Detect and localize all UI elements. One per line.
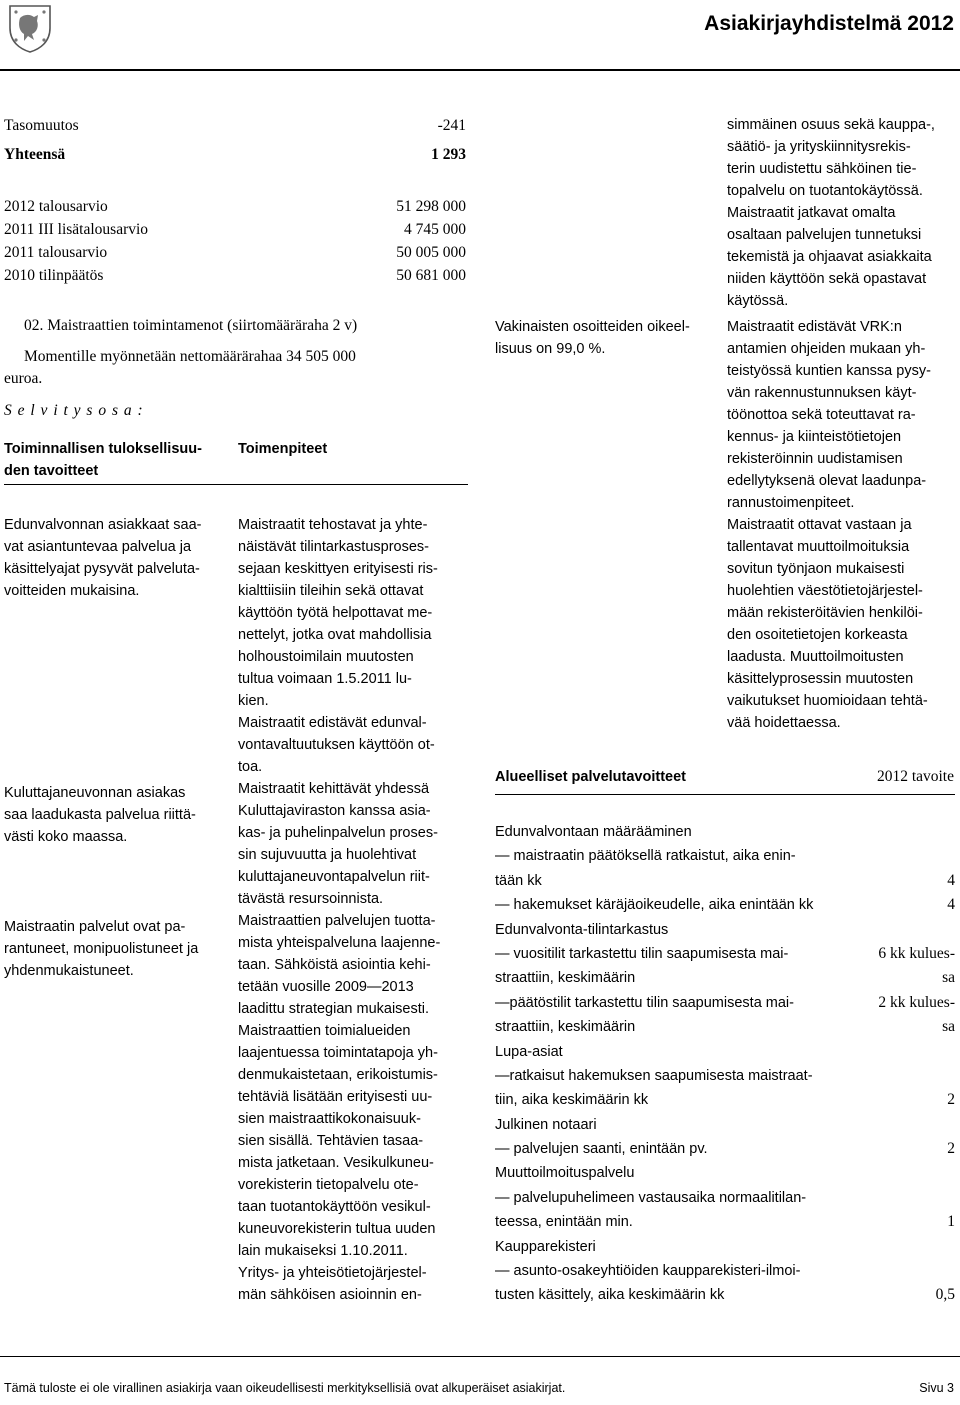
text-line: voitteiden mukaisina. — [4, 583, 140, 599]
budget-row — [4, 115, 466, 137]
text-line: topalvelu on tuotantokäytössä. — [727, 183, 923, 199]
budget-year-row — [4, 242, 466, 264]
regional-target-header: 2012 tavoite — [876, 768, 954, 785]
text-line: säätiö- ja yrityskiinnitysrekis- — [727, 139, 911, 155]
text-line: laajentuessa toimintatapoja yh- — [238, 1045, 438, 1061]
footer-page-number: Sivu 3 — [919, 1381, 954, 1395]
text-line: vaikutukset huomioidaan tehtä- — [727, 693, 928, 709]
regional-item-text: straattiin, keskimäärin — [495, 1019, 636, 1036]
text-line: holhoustoimilain muutosten — [238, 649, 414, 665]
text-line: tekemistä ja ohjaavat asiakkaita — [727, 249, 932, 265]
text-line: kuneuvorekisterin tultua uuden — [238, 1221, 436, 1237]
text-line: vää hoidettaessa. — [727, 715, 841, 731]
text-line: Vakinaisten osoitteiden oikeel- — [495, 319, 690, 335]
budget-year-row-label: 2011 talousarvio — [4, 244, 108, 261]
text-line: Kuluttajaviraston kanssa asia- — [238, 803, 431, 819]
regional-category — [495, 1113, 955, 1137]
text-line: denmukaistetaan, erikoistumis- — [238, 1067, 438, 1083]
regional-item-text: —päätöstilit tarkastettu tilin saapumisesta mai- — [495, 994, 794, 1011]
appropriation-line: euroa. — [4, 370, 43, 387]
text-line: kien. — [238, 693, 269, 709]
regional-item-value: sa — [942, 969, 955, 987]
text-line: sien maistraattikokonaisuuk- — [238, 1111, 421, 1127]
header-rule — [0, 69, 960, 71]
text-line: vontavaltuutuksen käyttöön ot- — [238, 737, 435, 753]
text-line: teistyössä kuntien kanssa pysy- — [727, 363, 931, 379]
regional-item-text: tusten käsittely, aika keskimäärin kk — [495, 1287, 725, 1304]
text-line: rekisteröinnin uudistamisen — [727, 451, 903, 467]
regional-category — [495, 1161, 955, 1185]
budget-year-row-value: 50 005 000 — [396, 244, 466, 261]
goal-text — [4, 514, 202, 602]
regional-item-text: teessa, enintään min. — [495, 1214, 633, 1231]
regional-header: Alueelliset palvelutavoitteet — [495, 769, 686, 785]
text-line: rannustoimenpiteet. — [727, 495, 855, 511]
text-line: sien sisällä. Tehtävien tasaa- — [238, 1133, 424, 1149]
regional-item — [495, 1015, 955, 1039]
text-line: Maistraatit edistävät VRK:n — [727, 319, 902, 335]
text-line: taan. Sähköistä asiointia kehi- — [238, 957, 431, 973]
budget-year-row — [4, 265, 466, 287]
budget-row-label: Yhteensä — [4, 146, 66, 163]
budget-year-row-value: 51 298 000 — [396, 198, 466, 215]
regional-item-text: — hakemukset käräjäoikeudelle, aika enintään kk — [495, 897, 814, 914]
regional-item-text: straattiin, keskimäärin — [495, 970, 636, 987]
measures-text — [727, 316, 931, 734]
header-goals-line: Toiminnallisen tuloksellisuu- — [4, 441, 202, 457]
regional-item-value: 4 — [947, 871, 955, 889]
text-line: rantuneet, monipuolistuneet ja — [4, 941, 199, 957]
text-line: nettelyt, jotka ovat mahdollisia — [238, 627, 432, 643]
text-line: laadittu strategian mukaisesti. — [238, 1001, 430, 1017]
text-line: yhdenmukaistuneet. — [4, 963, 134, 979]
coat-of-arms-icon — [4, 2, 56, 54]
budget-year-row-value: 50 681 000 — [396, 267, 466, 284]
regional-category — [495, 918, 955, 942]
regional-item — [495, 991, 955, 1015]
regional-item-text: — maistraatin päätöksellä ratkaistut, aika enin- — [495, 848, 796, 865]
text-line: tallentavat muuttoilmoituksia — [727, 539, 910, 555]
budget-year-row-label: 2010 tilinpäätös — [4, 267, 104, 284]
text-line: mista yhteispalveluna laajenne- — [238, 935, 441, 951]
goal-text — [4, 782, 196, 848]
text-line: käyttöön työtä helpottavat me- — [238, 605, 433, 621]
text-line: lisuus on 99,0 %. — [495, 341, 606, 357]
regional-item-value: 0,5 — [935, 1286, 955, 1304]
text-line: näistävät tilintarkastusproses- — [238, 539, 429, 555]
regional-item — [495, 1064, 955, 1088]
regional-item-value: sa — [942, 1018, 955, 1036]
budget-year-row-label: 2012 talousarvio — [4, 198, 108, 215]
text-line: käsittelyajat pysyvät palveluta- — [4, 561, 200, 577]
text-line: tehtäviä lisätään erityisesti uu- — [238, 1089, 433, 1105]
budget-row-label: Tasomuutos — [4, 117, 79, 134]
footer-disclaimer: Tämä tuloste ei ole virallinen asiakirja vaan oikeudellisesti merkityksellisiä ovat alkuperäiset asiakirjat. — [4, 1381, 566, 1395]
regional-item — [495, 942, 955, 966]
text-line: taan tuotantokäyttöön vesikul- — [238, 1199, 431, 1215]
text-line: Maistraatit edistävät edunval- — [238, 715, 427, 731]
measures-continued — [727, 114, 935, 312]
regional-item — [495, 1137, 955, 1161]
text-line: kialttiisiin tileihin sekä ottavat — [238, 583, 424, 599]
regional-item — [495, 1186, 955, 1210]
regional-item-value: 2 — [947, 1091, 955, 1109]
regional-item-text: tään kk — [495, 872, 542, 889]
budget-row-value: -241 — [437, 117, 466, 134]
regional-item-value: 1 — [947, 1213, 955, 1231]
text-line: käsittelyprosessin muutosten — [727, 671, 914, 687]
text-line: Maistraatit kehittävät yhdessä — [238, 781, 430, 797]
regional-item — [495, 844, 955, 868]
text-line: västi koko maassa. — [4, 829, 128, 845]
regional-item-text: — palvelujen saanti, enintään pv. — [495, 1141, 708, 1158]
text-line: käytössä. — [727, 293, 789, 309]
footer-rule — [0, 1356, 960, 1357]
text-line: osaltaan palvelujen tunnetuksi — [727, 227, 922, 243]
budget-year-row — [4, 196, 466, 218]
text-line: lain mukaiseksi 1.10.2011. — [238, 1243, 408, 1259]
text-line: saa laadukasta palvelua riittä- — [4, 807, 196, 823]
regional-item — [495, 869, 955, 893]
text-line: vän rakennustunnuksen käyt- — [727, 385, 917, 401]
text-line: huolehtien väestötietojärjestel- — [727, 583, 923, 599]
text-line: kas- ja puhelinpalvelun proses- — [238, 825, 438, 841]
text-line: töönottoa sekä toteuttavat ra- — [727, 407, 916, 423]
budget-year-row-value: 4 745 000 — [404, 221, 466, 238]
regional-item — [495, 1210, 955, 1234]
regional-item-text: tiin, aika keskimäärin kk — [495, 1092, 649, 1109]
text-line: tetään vuosille 2009—2013 — [238, 979, 414, 995]
budget-row — [4, 144, 466, 166]
text-line: kennus- ja kiinteistötietojen — [727, 429, 902, 445]
text-line: sejaan keskittyen erityisesti ris- — [238, 561, 438, 577]
text-line: Maistraattien palvelujen tuotta- — [238, 913, 436, 929]
section-label: S e l v i t y s o s a : — [4, 402, 144, 419]
regional-item-text: Lupa-asiat — [495, 1043, 563, 1060]
regional-list — [495, 820, 955, 1308]
text-line: edellytyksenä olevat laadunpa- — [727, 473, 927, 489]
text-line: Edunvalvonnan asiakkaat saa- — [4, 517, 202, 533]
text-line: Maistraatit jatkavat omalta — [727, 205, 896, 221]
regional-item — [495, 893, 955, 917]
text-line: antamien ohjeiden mukaan yh- — [727, 341, 926, 357]
regional-item-text: — asunto-osakeyhtiöiden kaupparekisteri-ilmoi- — [495, 1263, 801, 1280]
appropriation-line: Momentille myönnetään nettomäärärahaa 34 505 000 — [24, 348, 356, 365]
text-line: kuluttajaneuvontapalvelun riit- — [238, 869, 430, 885]
regional-item-value: 4 — [947, 896, 955, 914]
text-line: vat asiantuntevaa palvelua ja — [4, 539, 192, 555]
budget-year-row-label: 2011 III lisätalousarvio — [4, 221, 149, 238]
text-line: Maistraatit tehostavat ja yhte- — [238, 517, 428, 533]
appropriation-text — [4, 346, 474, 390]
regional-item — [495, 966, 955, 990]
regional-category — [495, 820, 955, 844]
regional-item-value: 2 kk kulues- — [878, 993, 955, 1011]
regional-item-value: 2 — [947, 1140, 955, 1158]
budget-year-row — [4, 219, 466, 241]
text-line: Maistraatit ottavat vastaan ja — [727, 517, 912, 533]
text-line: män sähköisen asioinnin en- — [238, 1287, 422, 1303]
regional-item-text: Muuttoilmoituspalvelu — [495, 1165, 635, 1182]
regional-item — [495, 1259, 955, 1283]
text-line: mista jatketaan. Vesikulkuneu- — [238, 1155, 434, 1171]
text-line: tävästä resursoinnista. — [238, 891, 384, 907]
regional-item — [495, 1088, 955, 1112]
regional-item-text: —ratkaisut hakemuksen saapumisesta maistraat- — [495, 1067, 813, 1084]
text-line: mään rekisteröitävien henkilöi- — [727, 605, 923, 621]
text-line: den osoitetietojen korkeasta — [727, 627, 908, 643]
regional-item-text: Kaupparekisteri — [495, 1238, 596, 1255]
text-line: sin sujuvuutta ja huolehtivat — [238, 847, 417, 863]
text-line: sovitun työnjaon mukaisesti — [727, 561, 905, 577]
header-goals-line: den tavoitteet — [4, 463, 99, 479]
text-line: Kuluttajaneuvonnan asiakas — [4, 785, 186, 801]
goal-text — [495, 316, 690, 360]
text-line: niiden käyttöön sekä opastavat — [727, 271, 927, 287]
regional-header-rule — [495, 794, 955, 795]
regional-item-text: Julkinen notaari — [495, 1116, 597, 1133]
regional-item-text: — palvelupuhelimeen vastausaika normaalitilan- — [495, 1189, 807, 1206]
text-line: terin uudistettu sähköinen tie- — [727, 161, 917, 177]
text-line: tultua voimaan 1.5.2011 lu- — [238, 671, 412, 687]
regional-item-value: 6 kk kulues- — [878, 944, 955, 962]
text-line: laadusta. Muuttoilmoitusten — [727, 649, 904, 665]
regional-item-text: Edunvalvonta-tilintarkastus — [495, 921, 669, 938]
regional-item-text: Edunvalvontaan määrääminen — [495, 824, 692, 840]
header-goals — [4, 438, 202, 482]
text-line: simmäinen osuus sekä kauppa-, — [727, 117, 935, 133]
regional-category — [495, 1040, 955, 1064]
text-line: Maistraatin palvelut ovat pa- — [4, 919, 186, 935]
text-line: vorekisterin tietopalvelu ote- — [238, 1177, 419, 1193]
regional-item — [495, 1283, 955, 1307]
measures-text — [238, 514, 440, 1306]
regional-category — [495, 1235, 955, 1259]
text-line: Maistraattien toimialueiden — [238, 1023, 411, 1039]
text-line: toa. — [238, 759, 263, 775]
item-heading: 02. Maistraattien toimintamenot (siirtomääräraha 2 v) — [24, 317, 358, 334]
page-header-title: Asiakirjayhdistelmä 2012 — [704, 12, 954, 35]
goal-text — [4, 916, 198, 982]
text-line: Yritys- ja yhteisötietojärjestel- — [238, 1265, 427, 1281]
budget-row-value: 1 293 — [431, 146, 466, 163]
header-measures: Toimenpiteet — [238, 441, 328, 457]
table-header-rule — [4, 484, 468, 485]
regional-item-text: — vuositilit tarkastettu tilin saapumisesta mai- — [495, 945, 789, 962]
